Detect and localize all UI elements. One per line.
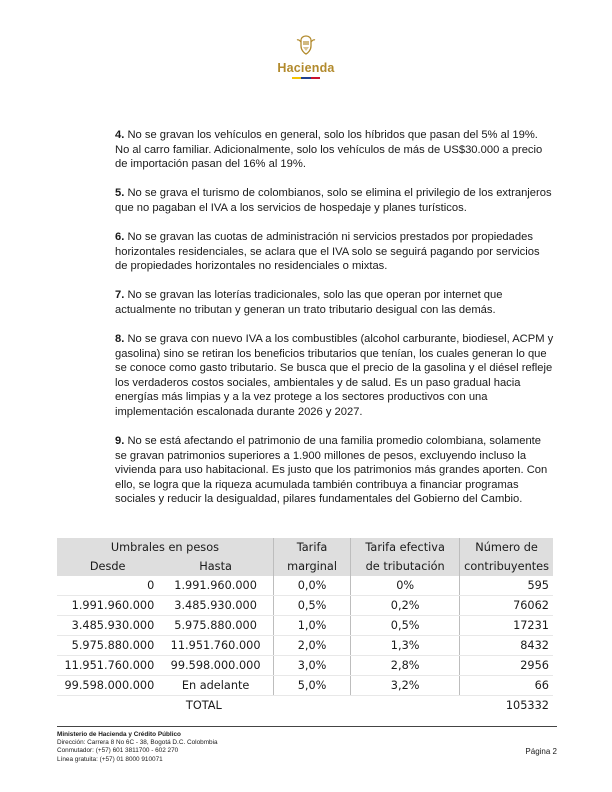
logo-name: Hacienda [277, 61, 335, 75]
body-text [115, 128, 555, 521]
paragraph-text: No se grava con nuevo IVA a los combustibles (alcohol carburante, biodiesel, ACPM y gasolina) sino se retiran los beneficios tributarios que tenían, los cuales generan lo que se conoce como gasto tributario. Se busca que el precio de la gasolina y el diésel refleje los verdaderos costos sociales, ambientales y de salud. Es un paso gradual hacia energías más limpias y a la vez protege a los sectores productivos con una implementación escalonada durante 2026 y 2027. [115, 332, 554, 418]
paragraph-text: No se gravan las cuotas de administración ni servicios prestados por propiedades horizontales residenciales, se aclara que el IVA solo se seguirá pagando por servicios de propiedades horizontales no residenciales o mixtas. [115, 230, 540, 273]
cell-marginal: 3,0% [273, 656, 350, 676]
cell-desde: 0 [57, 576, 158, 596]
cell-efectiva: 0% [351, 576, 460, 596]
cell-efectiva: 2,8% [351, 656, 460, 676]
total-value: 105332 [505, 699, 549, 712]
cell-hasta: 11.951.760.000 [158, 636, 273, 656]
footer-address: Dirección: Carrera 8 No 6C - 38, Bogotá D.C. Colobmbia [57, 739, 218, 747]
wealth-tax-table [57, 538, 553, 715]
cell-marginal: 0,5% [273, 596, 350, 616]
paragraph-text: No se gravan las loterías tradicionales, solo las que operan por internet que actualmente no tributan y generan un trato tributario desigual con las demás. [115, 289, 503, 316]
header-desde: Desde [57, 557, 158, 576]
cell-contribuyentes: 8432 [460, 636, 553, 656]
table-row [57, 676, 553, 696]
paragraph-text: No se gravan los vehículos en general, solo los híbridos que pasan del 5% al 19%. No al carro familiar. Adicionalmente, solo los vehículos de más de US$30.000 a precio de importación pasan del 16% al 19%. [115, 129, 543, 171]
table-row [57, 596, 553, 616]
table [57, 538, 553, 715]
paragraph-text: No se grava el turismo de colombianos, solo se elimina el privilegio de los extranjeros que no pagaban el IVA a los servicios de hospedaje y planes turísticos. [115, 187, 552, 214]
cell-contribuyentes: 595 [460, 576, 553, 596]
table-row [57, 656, 553, 676]
footer-ministry [57, 731, 557, 739]
cell-desde: 99.598.000.000 [57, 676, 158, 696]
paragraph-number: 9. [115, 435, 125, 447]
footer [57, 726, 557, 764]
cell-desde: 5.975.880.000 [57, 636, 158, 656]
coat-of-arms-icon [295, 34, 317, 56]
table-row [57, 636, 553, 656]
cell-desde: 1.991.960.000 [57, 596, 158, 616]
cell-efectiva: 1,3% [351, 636, 460, 656]
table-total-row [57, 696, 553, 716]
header-contribuyentes-2: contribuyentes [460, 557, 553, 576]
cell-desde: 3.485.930.000 [57, 616, 158, 636]
cell-efectiva: 3,2% [351, 676, 460, 696]
header-tarifa-marginal: Tarifa [273, 538, 350, 557]
paragraph-5 [115, 186, 555, 215]
paragraph-number: 8. [115, 332, 125, 345]
cell-hasta: 99.598.000.000 [158, 656, 273, 676]
table-row [57, 616, 553, 636]
cell-contribuyentes: 17231 [460, 616, 553, 636]
paragraph-number: 7. [115, 289, 125, 302]
footer-hotline: Línea gratuita: (+57) 01 8000 910071 [57, 755, 163, 763]
cell-hasta: 1.991.960.000 [158, 576, 273, 596]
paragraph-6 [115, 230, 555, 274]
cell-hasta: 5.975.880.000 [158, 616, 273, 636]
cell-efectiva: 0,2% [351, 596, 460, 616]
header-tarifa-efectiva: Tarifa efectiva [351, 538, 460, 557]
paragraph-number: 6. [115, 230, 125, 243]
paragraph-9 [115, 434, 555, 507]
ministry-name: Ministerio de Hacienda y Crédito Público [57, 731, 181, 738]
total-label: TOTAL [185, 699, 222, 712]
total-spacer [351, 696, 460, 716]
table-header-row [57, 538, 553, 557]
paragraph-number: 5. [115, 187, 125, 200]
table-header-row [57, 557, 553, 576]
flag-stripe [292, 77, 320, 79]
header-umbrales: Umbrales en pesos [57, 538, 273, 557]
cell-contribuyentes: 76062 [460, 596, 553, 616]
cell-marginal: 2,0% [273, 636, 350, 656]
header-tarifa-marginal-2: marginal [273, 557, 350, 576]
paragraph-8 [115, 332, 555, 420]
header-contribuyentes: Número de [460, 538, 553, 557]
header-logo [0, 34, 612, 79]
header-tarifa-efectiva-2: de tributación [351, 557, 460, 576]
paragraph-4 [115, 128, 555, 172]
cell-contribuyentes: 66 [460, 676, 553, 696]
cell-marginal: 1,0% [273, 616, 350, 636]
cell-hasta: 3.485.930.000 [158, 596, 273, 616]
paragraph-7 [115, 288, 555, 317]
cell-desde: 11.951.760.000 [57, 656, 158, 676]
paragraph-text: No se está afectando el patrimonio de una familia promedio colombiana, solamente se gravan patrimonios superiores a 1.900 millones de pesos, excluyendo incluso la vivienda para uso habitacional. Es justo que los patrimonios más grandes aporten. Con ello, se logra que la riqueza acumulada también contribuya a financiar programas sociales y reducir la desigualdad, pilares fundamentales del Gobierno del Cambio. [115, 435, 548, 506]
cell-efectiva: 0,5% [351, 616, 460, 636]
cell-hasta: En adelante [158, 676, 273, 696]
footer-switchboard: Conmutador: (+57) 601 3811700 - 602 270 [57, 747, 179, 755]
cell-contribuyentes: 2956 [460, 656, 553, 676]
cell-marginal: 0,0% [273, 576, 350, 596]
cell-marginal: 5,0% [273, 676, 350, 696]
paragraph-number: 4. [115, 129, 125, 141]
header-hasta: Hasta [158, 557, 273, 576]
table-row [57, 576, 553, 596]
page-number: Página 2 [525, 747, 557, 756]
